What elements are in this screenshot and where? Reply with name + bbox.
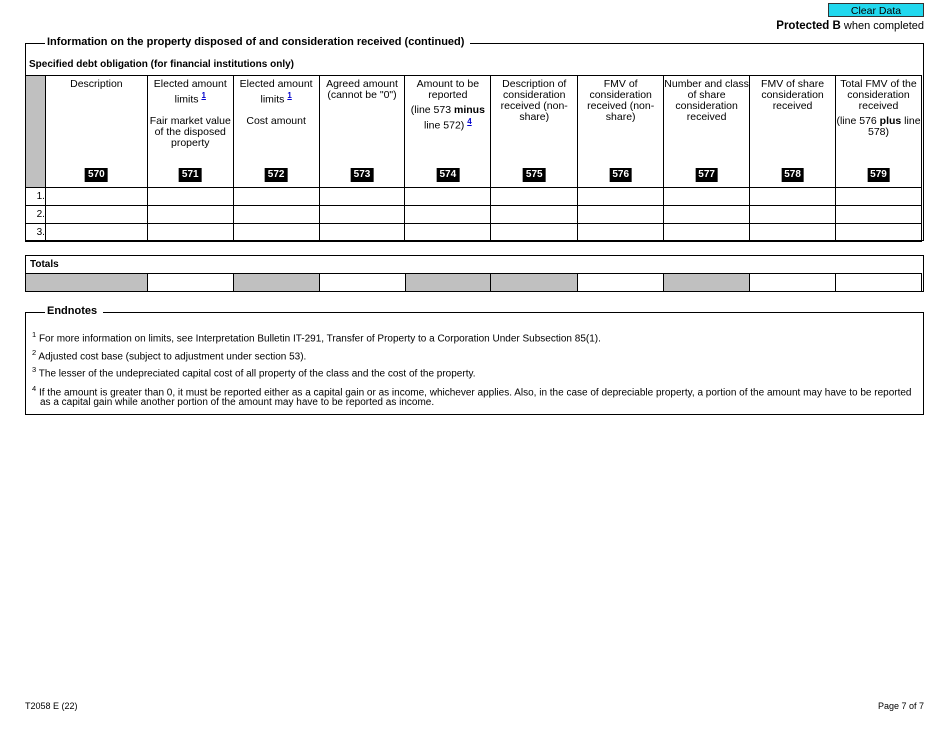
box-573: 573 [351,168,374,182]
clear-data-button[interactable]: Clear Data [828,3,924,17]
box-575: 575 [523,168,546,182]
input-578-row2[interactable] [750,206,836,224]
total-576[interactable] [578,274,664,292]
section-title: Information on the property disposed of and consideration received (continued) [31,36,470,48]
endnote-4-link[interactable]: 4 [467,117,472,126]
col-header-573: Agreed amount (cannot be "0") 573 [319,76,405,188]
totals-label: Totals [30,259,59,270]
table-row [26,224,922,242]
input-571-row3[interactable] [147,224,233,242]
total-571[interactable] [147,274,233,292]
total-577 [664,274,750,292]
debt-obligation-table [25,75,922,242]
endnote-1-link[interactable]: 1 [287,91,292,100]
endnote-1: $^1$ For more information on limits, see Interpretation Bulletin IT-291, Transfer of Property to a Corporation Under Subsection 85(1). [32,330,601,345]
input-575-row2[interactable] [491,206,578,224]
totals-section [25,255,924,292]
input-574-row3[interactable] [405,224,491,242]
input-570-row3[interactable] [45,224,147,242]
input-577-row1[interactable] [664,188,750,206]
input-572-row1[interactable] [233,188,319,206]
box-579: 579 [867,168,890,182]
input-579-row1[interactable] [836,188,922,206]
input-579-row2[interactable] [836,206,922,224]
total-572 [233,274,319,292]
input-572-row2[interactable] [233,206,319,224]
total-574 [405,274,491,292]
input-573-row2[interactable] [319,206,405,224]
total-575 [491,274,578,292]
col-header-571: Elected amount limits $^1$ Fair market value of the disposed property 571 [147,76,233,188]
box-572: 572 [265,168,288,182]
section-subtitle: Specified debt obligation (for financial institutions only) [29,59,294,70]
totals-table [25,273,922,292]
page-number: Page 7 of 7 [877,701,924,711]
col-header-576: FMV of consideration received (non-share) 576 [578,76,664,188]
input-570-row2[interactable] [45,206,147,224]
col-header-578: FMV of share consideration received 578 [750,76,836,188]
endnote-4: $^4$ If the amount is greater than 0, it must be reported either as a capital gain or as income, whichever applies. Also, in the case of depreciable property, a portion of the amount may have to be reported as a capital gain while another portion of the amount may have to be reported as income. [32,384,912,409]
box-576: 576 [609,168,632,182]
box-571: 571 [179,168,202,182]
box-574: 574 [437,168,460,182]
input-575-row1[interactable] [491,188,578,206]
form-id: T2058 E (22) [25,701,78,711]
table-row [26,188,922,206]
input-572-row3[interactable] [233,224,319,242]
protected-b-label: Protected B when completed [776,20,924,32]
col-header-570: Description 570 [45,76,147,188]
property-disposed-section [25,36,924,241]
input-577-row2[interactable] [664,206,750,224]
input-578-row1[interactable] [750,188,836,206]
input-573-row1[interactable] [319,188,405,206]
endnote-3: $^3$ The lesser of the undepreciated capital cost of all property of the class and the cost of the property. [32,365,476,380]
input-570-row1[interactable] [45,188,147,206]
box-577: 577 [695,168,718,182]
endnote-1-link[interactable]: 1 [201,91,206,100]
input-576-row1[interactable] [578,188,664,206]
endnotes-section [25,305,924,415]
input-578-row3[interactable] [750,224,836,242]
endnotes-title: Endnotes [31,305,103,317]
endnote-2: $^2$ Adjusted cost base (subject to adjustment under section 53). [32,348,307,363]
col-header-572: Elected amount limits $^1$ Cost amount 572 [233,76,319,188]
total-578[interactable] [750,274,836,292]
total-579[interactable] [835,274,921,292]
box-570: 570 [85,168,108,182]
input-574-row2[interactable] [405,206,491,224]
col-header-579: Total FMV of the consideration received (line 576 plus line 578) 579 [836,76,922,188]
total-570 [26,274,148,292]
input-573-row3[interactable] [319,224,405,242]
input-577-row3[interactable] [664,224,750,242]
input-579-row3[interactable] [836,224,922,242]
row-number-header [26,76,46,188]
box-578: 578 [781,168,804,182]
col-header-575: Description of consideration received (non-share) 575 [491,76,578,188]
table-row [26,206,922,224]
col-header-577: Number and class of share consideration received 577 [664,76,750,188]
total-573[interactable] [319,274,405,292]
input-571-row1[interactable] [147,188,233,206]
input-576-row3[interactable] [578,224,664,242]
input-576-row2[interactable] [578,206,664,224]
row-number: 2. [26,206,46,224]
col-header-574: Amount to be reported (line 573 minus line 572) $^4$ 574 [405,76,491,188]
input-574-row1[interactable] [405,188,491,206]
row-number: 3. [26,224,46,242]
input-571-row2[interactable] [147,206,233,224]
input-575-row3[interactable] [491,224,578,242]
row-number: 1. [26,188,46,206]
